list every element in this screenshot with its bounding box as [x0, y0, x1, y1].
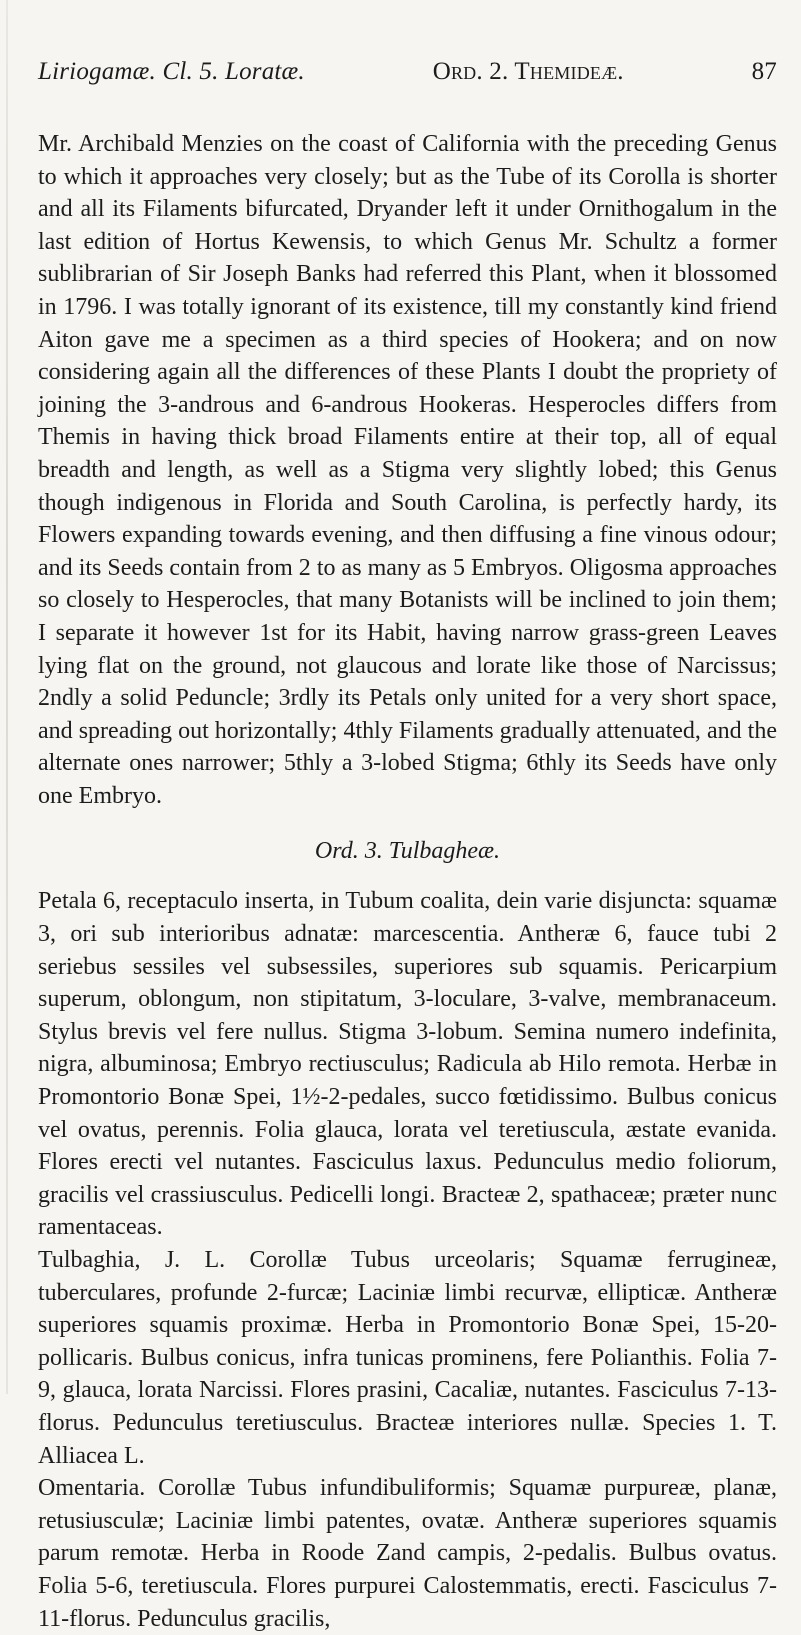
paragraph-omentaria: Omentaria. Corollæ Tubus infundibuliformis; Squamæ purpureæ, planæ, retusiusculæ; Laciniæ limbi patentes, ovatæ. Antheræ superiores squamis parum remotæ. Herba in Roode Zand campis, 2-pedalis. Bulbus ovatus. Folia 5-6, teretiuscula. Flores purpurei Calostemmatis, erecti. Fasciculus 7-11-florus. Pedunculus gracilis, — [38, 1475, 777, 1632]
page-number: 87 — [751, 58, 777, 85]
running-head — [38, 58, 777, 86]
running-head-title: Liriogamæ. Cl. 5. Loratæ. — [38, 58, 305, 85]
paragraph-tulbaghia: Tulbaghia, J. L. Corollæ Tubus urceolaris; Squamæ ferrugineæ, tuberculares, profunde 2-furcæ; Laciniæ limbi recurvæ, ellipticæ. Antheræ superiores squamis proximæ. Herba in Promontorio Bonæ Spei, 15-20-pollicaris. Bulbus conicus, infra tunicas prominens, fere Polianthis. Folia 7-9, glauca, lorata Narcissi. Flores prasini, Cacaliæ, nutantes. Fasciculus 7-13-florus. Pedunculus teretiusculus. Bracteæ interiores nullæ. Species 1. T. Alliacea L. — [38, 1247, 777, 1469]
section-heading-tulbagheae — [38, 838, 777, 865]
section-heading-text: Ord. 3. Tulbagheæ. — [314, 838, 501, 865]
page-gutter-shadow — [6, 0, 8, 1394]
running-head-order: Ord. 2. Themideæ. — [432, 58, 624, 85]
paragraph-hesperocles: Mr. Archibald Menzies on the coast of California with the preceding Genus to which it approaches very closely; but as the Tube of its Corolla is shorter and all its Filaments bifurcated, Dryander left it under Ornithogalum in the last edition of Hortus Kewensis, to which Genus Mr. Schultz a former sublibrarian of Sir Joseph Banks had referred this Plant, when it blossomed in 1796. I was totally ignorant of its existence, till my constantly kind friend Aiton gave me a specimen as a third species of Hookera; and on now considering again all the differences of these Plants I doubt the propriety of joining the 3-androus and 6-androus Hookeras. Hesperocles differs from Themis in having thick broad Filaments entire at their top, all of equal breadth and length, as well as a Stigma very slightly lobed; this Genus though indigenous in Florida and South Carolina, is perfectly hardy, its Flowers expanding towards evening, and then diffusing a fine vinous odour; and its Seeds contain from 2 to as many as 5 Embryos. Oligosma approaches so closely to Hesperocles, that many Botanists will be inclined to join them; I separate it however 1st for its Habit, having narrow grass-green Leaves lying flat on the ground, not glaucous and lorate like those of Narcissus; 2ndly a solid Peduncle; 3rdly its Petals only united for a very short space, and spreading out horizontally; 4thly Filaments gradually attenuated, and the alternate ones narrower; 5thly a 3-lobed Stigma; 6thly its Seeds have only one Embryo. — [38, 131, 777, 809]
paragraph-order-description: Petala 6, receptaculo inserta, in Tubum coalita, dein varie disjuncta: squamæ 3, ori sub interioribus adnatæ: marcescentia. Antheræ 6, fauce tubi 2 seriebus sessiles vel subsessiles, superiores sub squamis. Pericarpium superum, oblongum, non stipitatum, 3-loculare, 3-valve, membranaceum. Stylus brevis vel fere nullus. Stigma 3-lobum. Semina numero indefinita, nigra, albuminosa; Embryo rectiusculus; Radicula ab Hilo remota. Herbæ in Promontorio Bonæ Spei, 1½-2-pedales, succo fœtidissimo. Bulbus conicus vel ovatus, perennis. Folia glauca, lorata vel teretiuscula, æstate evanida. Flores erecti vel nutantes. Fasciculus laxus. Pedunculus medio foliorum, gracilis vel crassiusculus. Pedicelli longi. Bracteæ 2, spathaceæ; præter nunc ramentaceas. — [38, 888, 777, 1241]
